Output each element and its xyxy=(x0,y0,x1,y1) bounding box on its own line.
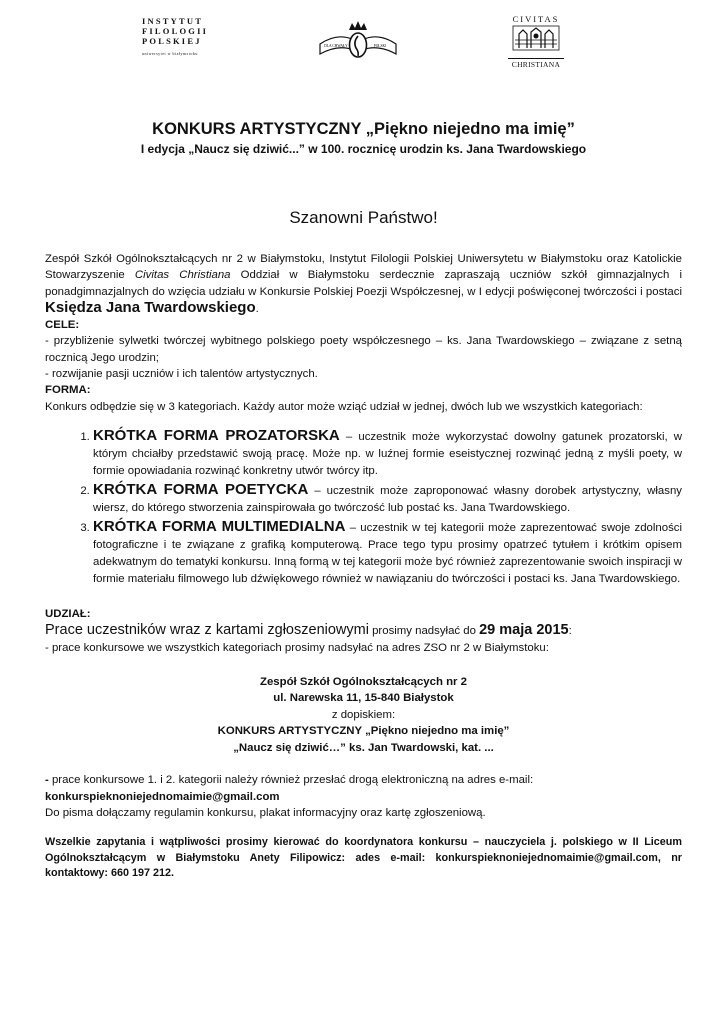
letter-body xyxy=(45,118,682,882)
udzial-small-text: prosimy nadsyłać do xyxy=(368,625,480,638)
email-link[interactable]: konkurspieknoniejednomaimie@gmail.com xyxy=(45,790,280,803)
category-item xyxy=(93,427,682,480)
address-line: ul. Narewska 11, 15-840 Białystok xyxy=(273,692,454,705)
forma-label: FORMA: xyxy=(45,384,91,397)
greeting: Szanowni Państwo! xyxy=(289,208,438,227)
address-line: KONKURS ARTYSTYCZNY „Piękno niejedno ma imię” xyxy=(217,725,510,738)
cc-logo-figure-icon xyxy=(511,24,561,52)
category-name: KRÓTKA FORMA PROZATORSKA xyxy=(93,426,340,444)
cele-label: CELE: xyxy=(45,319,80,332)
deadline-date: 29 maja 2015 xyxy=(479,622,569,639)
ifp-logo-line: POLSKIEJ xyxy=(142,36,202,46)
forma-text: Konkurs odbędzie się w 3 kategoriach. Każdy autor może wziąć udział w jednej, dwóch lub we wszystkich kategoriach: xyxy=(45,400,643,413)
intro-text: Oddział w Białymstoku serdecznie zapraszają uczniów szkół gimnazjalnych i ponadgimnazjalnych do wzięcia udziału w Konkursie Polskiej Poezji Współczesnej, w I edycji poświęconej twórczości i postaci xyxy=(45,269,683,298)
intro-bold-name: Księdza Jana Twardowskiego xyxy=(45,298,256,316)
email-instruction-text: prace konkursowe 1. i 2. kategorii należy również przesłać drogą elektroniczną na adres e-mail: xyxy=(51,774,534,787)
address-line: „Naucz się dziwić…” ks. Jan Twardowski, kat. ... xyxy=(233,741,494,754)
udzial-line2: - prace konkursowe we wszystkich kategoriach prosimy nadsyłać na adres ZSO nr 2 w Białymstoku: xyxy=(45,641,549,654)
intro-paragraph xyxy=(45,251,682,317)
logo-bar xyxy=(0,0,725,90)
address-line: z dopiskiem: xyxy=(331,708,396,721)
cc-logo-bottom: CHRISTIANA xyxy=(508,58,564,69)
page-subtitle: I edycja „Naucz się dziwić...” w 100. rocznicę urodzin ks. Jana Twardowskiego xyxy=(140,142,587,156)
cele-item: - rozwijanie pasji uczniów i ich talentów artystycznych. xyxy=(45,368,318,381)
civitas-christiana-logo xyxy=(508,14,564,69)
category-name: KRÓTKA FORMA MULTIMEDIALNA xyxy=(93,517,346,535)
udzial-label: UDZIAŁ: xyxy=(45,607,91,620)
page-title: KONKURS ARTYSTYCZNY „Piękno niejedno ma imię” xyxy=(152,120,575,138)
category-item xyxy=(93,481,682,517)
udzial-big-text: Prace uczestników wraz z kartami zgłoszeniowymi xyxy=(45,622,369,639)
cele-item: - przybliżenie sylwetki twórczej wybitnego polskiego poety współczesnego – ks. Jana Twardowskiego – związane z setną rocznicą Jego urodzin; xyxy=(45,335,682,364)
postal-address xyxy=(45,674,682,757)
ifp-logo xyxy=(142,16,210,59)
cc-logo-top: CIVITAS xyxy=(512,14,560,24)
contact-info: Wszelkie zapytania i wątpliwości prosimy kierować do koordynatora konkursu – nauczyciela j. polskiego w II Liceum Ogólnokształcącym w Białymstoku Anety Filipowicz: ades e-mail: konkurspieknoniejednomaimie@gmail.com, nr kontaktowy: 660 197 212. xyxy=(45,836,682,880)
crest-logo xyxy=(318,18,398,64)
udzial-line xyxy=(45,622,682,639)
category-desc: – uczestnik może zaproponować własny dorobek artystyczny, własny wiersz, do którego stworzenia zainspirowała go twórczość lub postać ks. Jana Twardowskiego. xyxy=(93,484,682,514)
intro-text: Zespół Szkół Ogólnokształcących nr 2 w Białymstoku, Instytut Filologii Polskiej Uniwersytetu w Białymstoku oraz Katolickie Stowarzyszenie xyxy=(45,253,682,282)
category-item xyxy=(93,518,682,588)
category-desc: – uczestnik w tej kategorii może zaprezentować swoje zdolności fotograficzne i te związane z grafiką komputerową. Prace tego typu prosimy opatrzeć tytułem i krótkim opisem adekwatnym do tematyki konkursu. Inną formą w tej kategorii może być również zaprezentowanie swoich inspiracji w formie materiału filmowego lub dźwiękowego również w nawiązaniu do twórczości i postaci ks. Jana Twardowskiego. xyxy=(93,521,682,585)
email-address[interactable] xyxy=(45,789,682,805)
attachments-note: Do pisma dołączamy regulamin konkursu, plakat informacyjny oraz kartę zgłoszeniową. xyxy=(45,806,486,819)
crest-right-text: POLSKI xyxy=(373,44,387,48)
ifp-logo-sub: uniwersytet w białymstoku xyxy=(142,51,198,56)
email-instruction xyxy=(45,772,682,788)
intro-italic: Civitas Christiana xyxy=(134,269,231,282)
ifp-logo-line: INSTYTUT xyxy=(142,16,204,26)
address-line: Zespół Szkół Ogólnokształcących nr 2 xyxy=(260,675,467,688)
udzial-colon: : xyxy=(568,625,572,638)
category-desc: – uczestnik może wykorzystać dowolny gatunek prozatorski, w którym chciałby przedstawić swoją pracę. Może np. w luźnej formie eseistycznej rozwinąć jedną z myśli poety, w formie opowiadania rozwinąć konkretny utwór twórcy itp. xyxy=(93,430,683,477)
intro-end: . xyxy=(255,302,259,315)
crest-left-text: DLA CHWAŁY xyxy=(324,44,348,48)
ifp-logo-line: FILOLOGII xyxy=(142,26,209,36)
dash: - xyxy=(45,774,52,787)
categories-list xyxy=(45,427,682,588)
category-name: KRÓTKA FORMA POETYCKA xyxy=(93,480,309,498)
